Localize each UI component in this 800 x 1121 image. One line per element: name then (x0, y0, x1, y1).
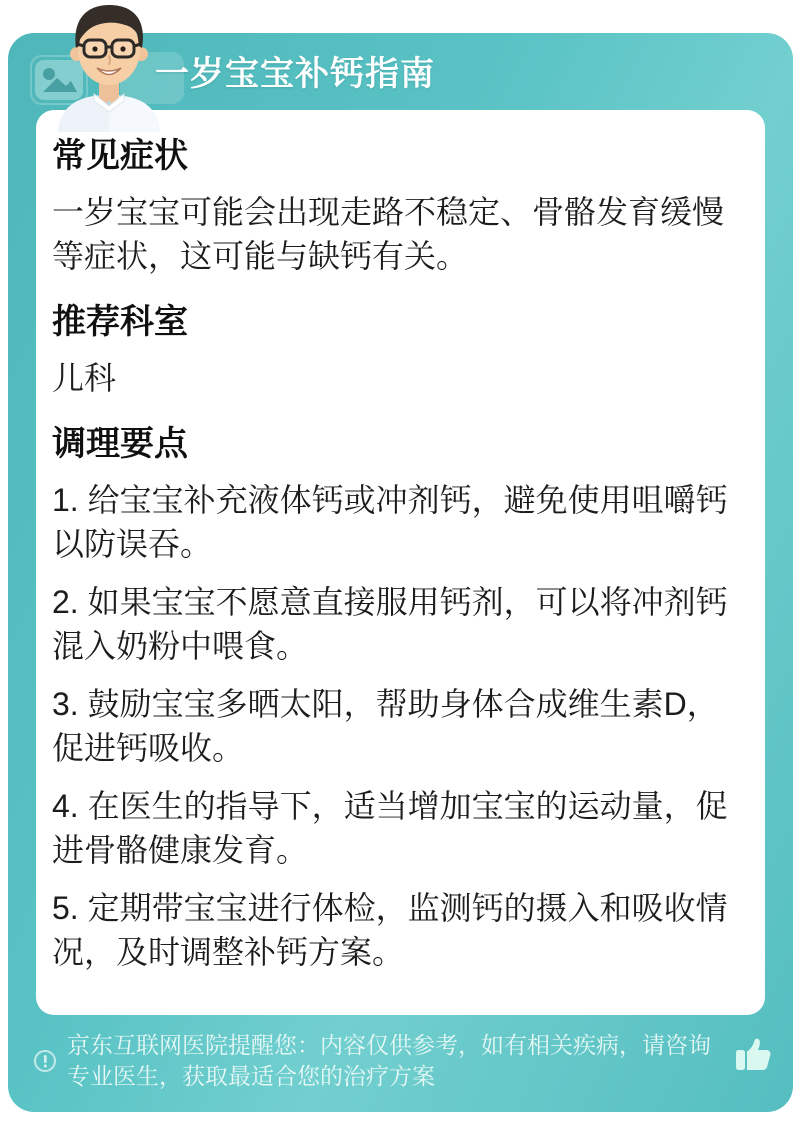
guideline-item-5: 5. 定期带宝宝进行体检，监测钙的摄入和吸收情况，及时调整补钙方案。 (52, 890, 728, 970)
guideline-item-3: 3. 鼓励宝宝多晒太阳，帮助身体合成维生素D，促进钙吸收。 (52, 686, 719, 766)
guideline-item-2: 2. 如果宝宝不愿意直接服用钙剂，可以将冲剂钙混入奶粉中喂食。 (52, 584, 728, 664)
content-card (36, 110, 765, 1015)
section-heading-symptoms: 常见症状 (52, 137, 188, 175)
doctor-avatar (46, 2, 172, 132)
guideline-item-1: 1. 给宝宝补充液体钙或冲剂钙，避免使用咀嚼钙以防误吞。 (52, 482, 728, 562)
section-body-department: 儿科 (52, 360, 117, 396)
section-heading-department: 推荐科室 (52, 303, 188, 341)
thumbs-up-icon[interactable] (733, 1036, 773, 1074)
guideline-item-4: 4. 在医生的指导下，适当增加宝宝的运动量，促进骨骼健康发育。 (52, 788, 728, 868)
disclaimer-text: 京东互联网医院提醒您：内容仅供参考，如有相关疾病，请咨询专业医生，获取最适合您的治疗方案 (67, 1032, 711, 1089)
alert-circle-icon (33, 1049, 57, 1073)
section-body-symptoms: 一岁宝宝可能会出现走路不稳定、骨骼发育缓慢等症状，这可能与缺钙有关。 (52, 194, 725, 274)
guide-card-panel (8, 33, 793, 1112)
page-title: 一岁宝宝补钙指南 (155, 55, 435, 93)
disclaimer-bar (33, 1030, 773, 1092)
section-heading-care-points: 调理要点 (52, 425, 188, 463)
